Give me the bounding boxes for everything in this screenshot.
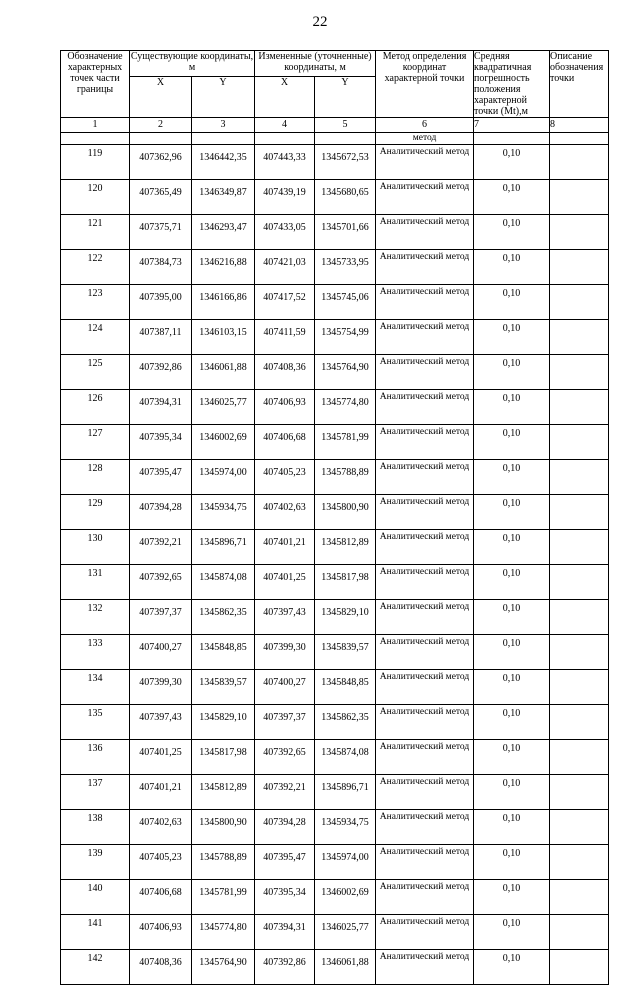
point-number: 122 [61, 250, 130, 285]
description-value [550, 355, 609, 390]
existing-x-value: 407401,21 [130, 775, 192, 810]
changed-x-value: 407395,34 [255, 880, 315, 915]
point-number: 142 [61, 950, 130, 985]
column-number: 7 [474, 118, 550, 133]
description-value [550, 705, 609, 740]
existing-x-value: 407375,71 [130, 215, 192, 250]
changed-x-value: 407439,19 [255, 180, 315, 215]
changed-y-value: 1346061,88 [315, 950, 376, 985]
existing-y-value: 1345896,71 [192, 530, 255, 565]
description-value [550, 670, 609, 705]
existing-x-value: 407397,43 [130, 705, 192, 740]
method-value: Аналитический метод [376, 425, 474, 460]
existing-x-value: 407401,25 [130, 740, 192, 775]
changed-y-value: 1345764,90 [315, 355, 376, 390]
point-number: 131 [61, 565, 130, 600]
changed-x-value: 407392,65 [255, 740, 315, 775]
table-row [61, 250, 609, 285]
point-number: 135 [61, 705, 130, 740]
existing-y-value: 1346166,86 [192, 285, 255, 320]
existing-y-value: 1345800,90 [192, 810, 255, 845]
mean-error-value: 0,10 [474, 320, 550, 355]
method-value: Аналитический метод [376, 915, 474, 950]
existing-x-value: 407400,27 [130, 635, 192, 670]
mean-error-value: 0,10 [474, 390, 550, 425]
description-value [550, 460, 609, 495]
changed-y-value: 1345701,66 [315, 215, 376, 250]
mean-error-value: 0,10 [474, 635, 550, 670]
table-row [61, 215, 609, 250]
changed-x-value: 407392,21 [255, 775, 315, 810]
changed-y-value: 1345680,65 [315, 180, 376, 215]
existing-y-value: 1345974,00 [192, 460, 255, 495]
header-changed-x: X [255, 77, 315, 118]
column-number: 2 [130, 118, 192, 133]
column-number: 8 [550, 118, 609, 133]
existing-y-value: 1345934,75 [192, 495, 255, 530]
method-value: Аналитический метод [376, 635, 474, 670]
point-number: 129 [61, 495, 130, 530]
changed-y-value: 1345974,00 [315, 845, 376, 880]
continuation-method: метод [376, 133, 474, 145]
existing-y-value: 1345829,10 [192, 705, 255, 740]
header-point-designation: Обозначение характерных точек части границы [61, 51, 130, 118]
changed-y-value: 1345896,71 [315, 775, 376, 810]
existing-y-value: 1346293,47 [192, 215, 255, 250]
method-value: Аналитический метод [376, 705, 474, 740]
table-row [61, 670, 609, 705]
column-number: 1 [61, 118, 130, 133]
existing-x-value: 407395,34 [130, 425, 192, 460]
changed-y-value: 1345754,99 [315, 320, 376, 355]
mean-error-value: 0,10 [474, 950, 550, 985]
changed-y-value: 1345848,85 [315, 670, 376, 705]
mean-error-value: 0,10 [474, 565, 550, 600]
description-value [550, 425, 609, 460]
existing-y-value: 1345764,90 [192, 950, 255, 985]
existing-x-value: 407406,68 [130, 880, 192, 915]
method-value: Аналитический метод [376, 600, 474, 635]
existing-x-value: 407395,47 [130, 460, 192, 495]
table-row [61, 705, 609, 740]
changed-x-value: 407401,21 [255, 530, 315, 565]
changed-x-value: 407399,30 [255, 635, 315, 670]
header-existing-x: X [130, 77, 192, 118]
mean-error-value: 0,10 [474, 880, 550, 915]
table-row [61, 740, 609, 775]
description-value [550, 250, 609, 285]
changed-x-value: 407400,27 [255, 670, 315, 705]
existing-x-value: 407392,21 [130, 530, 192, 565]
description-value [550, 880, 609, 915]
description-value [550, 495, 609, 530]
method-value: Аналитический метод [376, 565, 474, 600]
point-number: 139 [61, 845, 130, 880]
table-row [61, 145, 609, 180]
table-row [61, 425, 609, 460]
existing-x-value: 407399,30 [130, 670, 192, 705]
mean-error-value: 0,10 [474, 775, 550, 810]
point-number: 125 [61, 355, 130, 390]
existing-y-value: 1345817,98 [192, 740, 255, 775]
changed-y-value: 1345812,89 [315, 530, 376, 565]
table-row [61, 635, 609, 670]
header-changed-coordinates: Измененные (уточненные) координаты, м [255, 51, 376, 77]
existing-x-value: 407395,00 [130, 285, 192, 320]
header-changed-y: Y [315, 77, 376, 118]
existing-y-value: 1346025,77 [192, 390, 255, 425]
table-row [61, 845, 609, 880]
changed-x-value: 407392,86 [255, 950, 315, 985]
description-value [550, 145, 609, 180]
mean-error-value: 0,10 [474, 215, 550, 250]
changed-x-value: 407405,23 [255, 460, 315, 495]
method-value: Аналитический метод [376, 950, 474, 985]
existing-y-value: 1346216,88 [192, 250, 255, 285]
header-existing-coordinates: Существующие координаты, м [130, 51, 255, 77]
description-value [550, 530, 609, 565]
existing-y-value: 1346349,87 [192, 180, 255, 215]
method-value: Аналитический метод [376, 670, 474, 705]
mean-error-value: 0,10 [474, 705, 550, 740]
mean-error-value: 0,10 [474, 670, 550, 705]
existing-y-value: 1346103,15 [192, 320, 255, 355]
mean-error-value: 0,10 [474, 740, 550, 775]
table-row [61, 915, 609, 950]
existing-x-value: 407394,31 [130, 390, 192, 425]
changed-x-value: 407408,36 [255, 355, 315, 390]
table-row [61, 180, 609, 215]
method-value: Аналитический метод [376, 775, 474, 810]
table-body [61, 145, 609, 985]
description-value [550, 950, 609, 985]
mean-error-value: 0,10 [474, 145, 550, 180]
header-description: Описание обозначения точки [550, 51, 609, 118]
changed-x-value: 407397,37 [255, 705, 315, 740]
table-row [61, 600, 609, 635]
existing-y-value: 1345839,57 [192, 670, 255, 705]
method-value: Аналитический метод [376, 250, 474, 285]
changed-y-value: 1345788,89 [315, 460, 376, 495]
mean-error-value: 0,10 [474, 180, 550, 215]
table-row [61, 775, 609, 810]
point-number: 132 [61, 600, 130, 635]
description-value [550, 740, 609, 775]
description-value [550, 635, 609, 670]
changed-y-value: 1345862,35 [315, 705, 376, 740]
table-row [61, 950, 609, 985]
existing-y-value: 1345874,08 [192, 565, 255, 600]
coordinates-table [60, 50, 609, 985]
description-value [550, 845, 609, 880]
point-number: 123 [61, 285, 130, 320]
method-value: Аналитический метод [376, 285, 474, 320]
changed-y-value: 1345800,90 [315, 495, 376, 530]
existing-y-value: 1345774,80 [192, 915, 255, 950]
point-number: 136 [61, 740, 130, 775]
mean-error-value: 0,10 [474, 285, 550, 320]
changed-x-value: 407402,63 [255, 495, 315, 530]
existing-x-value: 407365,49 [130, 180, 192, 215]
point-number: 133 [61, 635, 130, 670]
point-number: 126 [61, 390, 130, 425]
method-value: Аналитический метод [376, 320, 474, 355]
table-row [61, 390, 609, 425]
continuation-row [61, 133, 609, 145]
page-number: 22 [312, 14, 328, 30]
mean-error-value: 0,10 [474, 425, 550, 460]
existing-x-value: 407406,93 [130, 915, 192, 950]
point-number: 137 [61, 775, 130, 810]
existing-y-value: 1345862,35 [192, 600, 255, 635]
existing-y-value: 1345848,85 [192, 635, 255, 670]
changed-x-value: 407401,25 [255, 565, 315, 600]
method-value: Аналитический метод [376, 845, 474, 880]
existing-x-value: 407408,36 [130, 950, 192, 985]
changed-y-value: 1345874,08 [315, 740, 376, 775]
changed-x-value: 407443,33 [255, 145, 315, 180]
table-row [61, 880, 609, 915]
table-row [61, 495, 609, 530]
changed-y-value: 1345672,53 [315, 145, 376, 180]
column-number-row [61, 118, 609, 133]
header-existing-y: Y [192, 77, 255, 118]
method-value: Аналитический метод [376, 810, 474, 845]
mean-error-value: 0,10 [474, 915, 550, 950]
description-value [550, 915, 609, 950]
description-value [550, 775, 609, 810]
method-value: Аналитический метод [376, 180, 474, 215]
existing-x-value: 407387,11 [130, 320, 192, 355]
changed-x-value: 407406,68 [255, 425, 315, 460]
method-value: Аналитический метод [376, 145, 474, 180]
header-mean-error: Средняя квадратичная погрешность положения характерной точки (Mt),м [474, 51, 550, 118]
column-number: 6 [376, 118, 474, 133]
point-number: 127 [61, 425, 130, 460]
method-value: Аналитический метод [376, 355, 474, 390]
description-value [550, 285, 609, 320]
changed-y-value: 1345934,75 [315, 810, 376, 845]
changed-y-value: 1346025,77 [315, 915, 376, 950]
header-method: Метод определения координат характерной точки [376, 51, 474, 118]
changed-x-value: 407394,31 [255, 915, 315, 950]
changed-y-value: 1345733,95 [315, 250, 376, 285]
existing-x-value: 407397,37 [130, 600, 192, 635]
description-value [550, 600, 609, 635]
table-row [61, 320, 609, 355]
point-number: 128 [61, 460, 130, 495]
changed-x-value: 407406,93 [255, 390, 315, 425]
mean-error-value: 0,10 [474, 495, 550, 530]
existing-y-value: 1346442,35 [192, 145, 255, 180]
column-number: 5 [315, 118, 376, 133]
method-value: Аналитический метод [376, 880, 474, 915]
changed-y-value: 1345839,57 [315, 635, 376, 670]
point-number: 120 [61, 180, 130, 215]
changed-x-value: 407421,03 [255, 250, 315, 285]
point-number: 140 [61, 880, 130, 915]
existing-x-value: 407392,65 [130, 565, 192, 600]
changed-x-value: 407417,52 [255, 285, 315, 320]
point-number: 119 [61, 145, 130, 180]
existing-x-value: 407392,86 [130, 355, 192, 390]
existing-y-value: 1345812,89 [192, 775, 255, 810]
description-value [550, 390, 609, 425]
column-number: 4 [255, 118, 315, 133]
table-row [61, 285, 609, 320]
existing-x-value: 407405,23 [130, 845, 192, 880]
method-value: Аналитический метод [376, 390, 474, 425]
description-value [550, 320, 609, 355]
mean-error-value: 0,10 [474, 845, 550, 880]
existing-x-value: 407384,73 [130, 250, 192, 285]
point-number: 138 [61, 810, 130, 845]
column-number: 3 [192, 118, 255, 133]
point-number: 124 [61, 320, 130, 355]
method-value: Аналитический метод [376, 495, 474, 530]
changed-x-value: 407395,47 [255, 845, 315, 880]
changed-y-value: 1345774,80 [315, 390, 376, 425]
method-value: Аналитический метод [376, 215, 474, 250]
existing-y-value: 1345781,99 [192, 880, 255, 915]
existing-y-value: 1346002,69 [192, 425, 255, 460]
mean-error-value: 0,10 [474, 530, 550, 565]
existing-y-value: 1345788,89 [192, 845, 255, 880]
point-number: 141 [61, 915, 130, 950]
changed-y-value: 1346002,69 [315, 880, 376, 915]
changed-y-value: 1345745,06 [315, 285, 376, 320]
existing-x-value: 407362,96 [130, 145, 192, 180]
existing-y-value: 1346061,88 [192, 355, 255, 390]
mean-error-value: 0,10 [474, 355, 550, 390]
method-value: Аналитический метод [376, 460, 474, 495]
changed-y-value: 1345781,99 [315, 425, 376, 460]
point-number: 121 [61, 215, 130, 250]
changed-y-value: 1345817,98 [315, 565, 376, 600]
table-row [61, 460, 609, 495]
changed-x-value: 407397,43 [255, 600, 315, 635]
description-value [550, 810, 609, 845]
description-value [550, 180, 609, 215]
point-number: 134 [61, 670, 130, 705]
method-value: Аналитический метод [376, 530, 474, 565]
mean-error-value: 0,10 [474, 810, 550, 845]
mean-error-value: 0,10 [474, 250, 550, 285]
table-row [61, 810, 609, 845]
changed-y-value: 1345829,10 [315, 600, 376, 635]
table-row [61, 565, 609, 600]
changed-x-value: 407411,59 [255, 320, 315, 355]
changed-x-value: 407433,05 [255, 215, 315, 250]
method-value: Аналитический метод [376, 740, 474, 775]
description-value [550, 215, 609, 250]
existing-x-value: 407402,63 [130, 810, 192, 845]
description-value [550, 565, 609, 600]
existing-x-value: 407394,28 [130, 495, 192, 530]
point-number: 130 [61, 530, 130, 565]
table-row [61, 530, 609, 565]
changed-x-value: 407394,28 [255, 810, 315, 845]
mean-error-value: 0,10 [474, 600, 550, 635]
table-row [61, 355, 609, 390]
mean-error-value: 0,10 [474, 460, 550, 495]
